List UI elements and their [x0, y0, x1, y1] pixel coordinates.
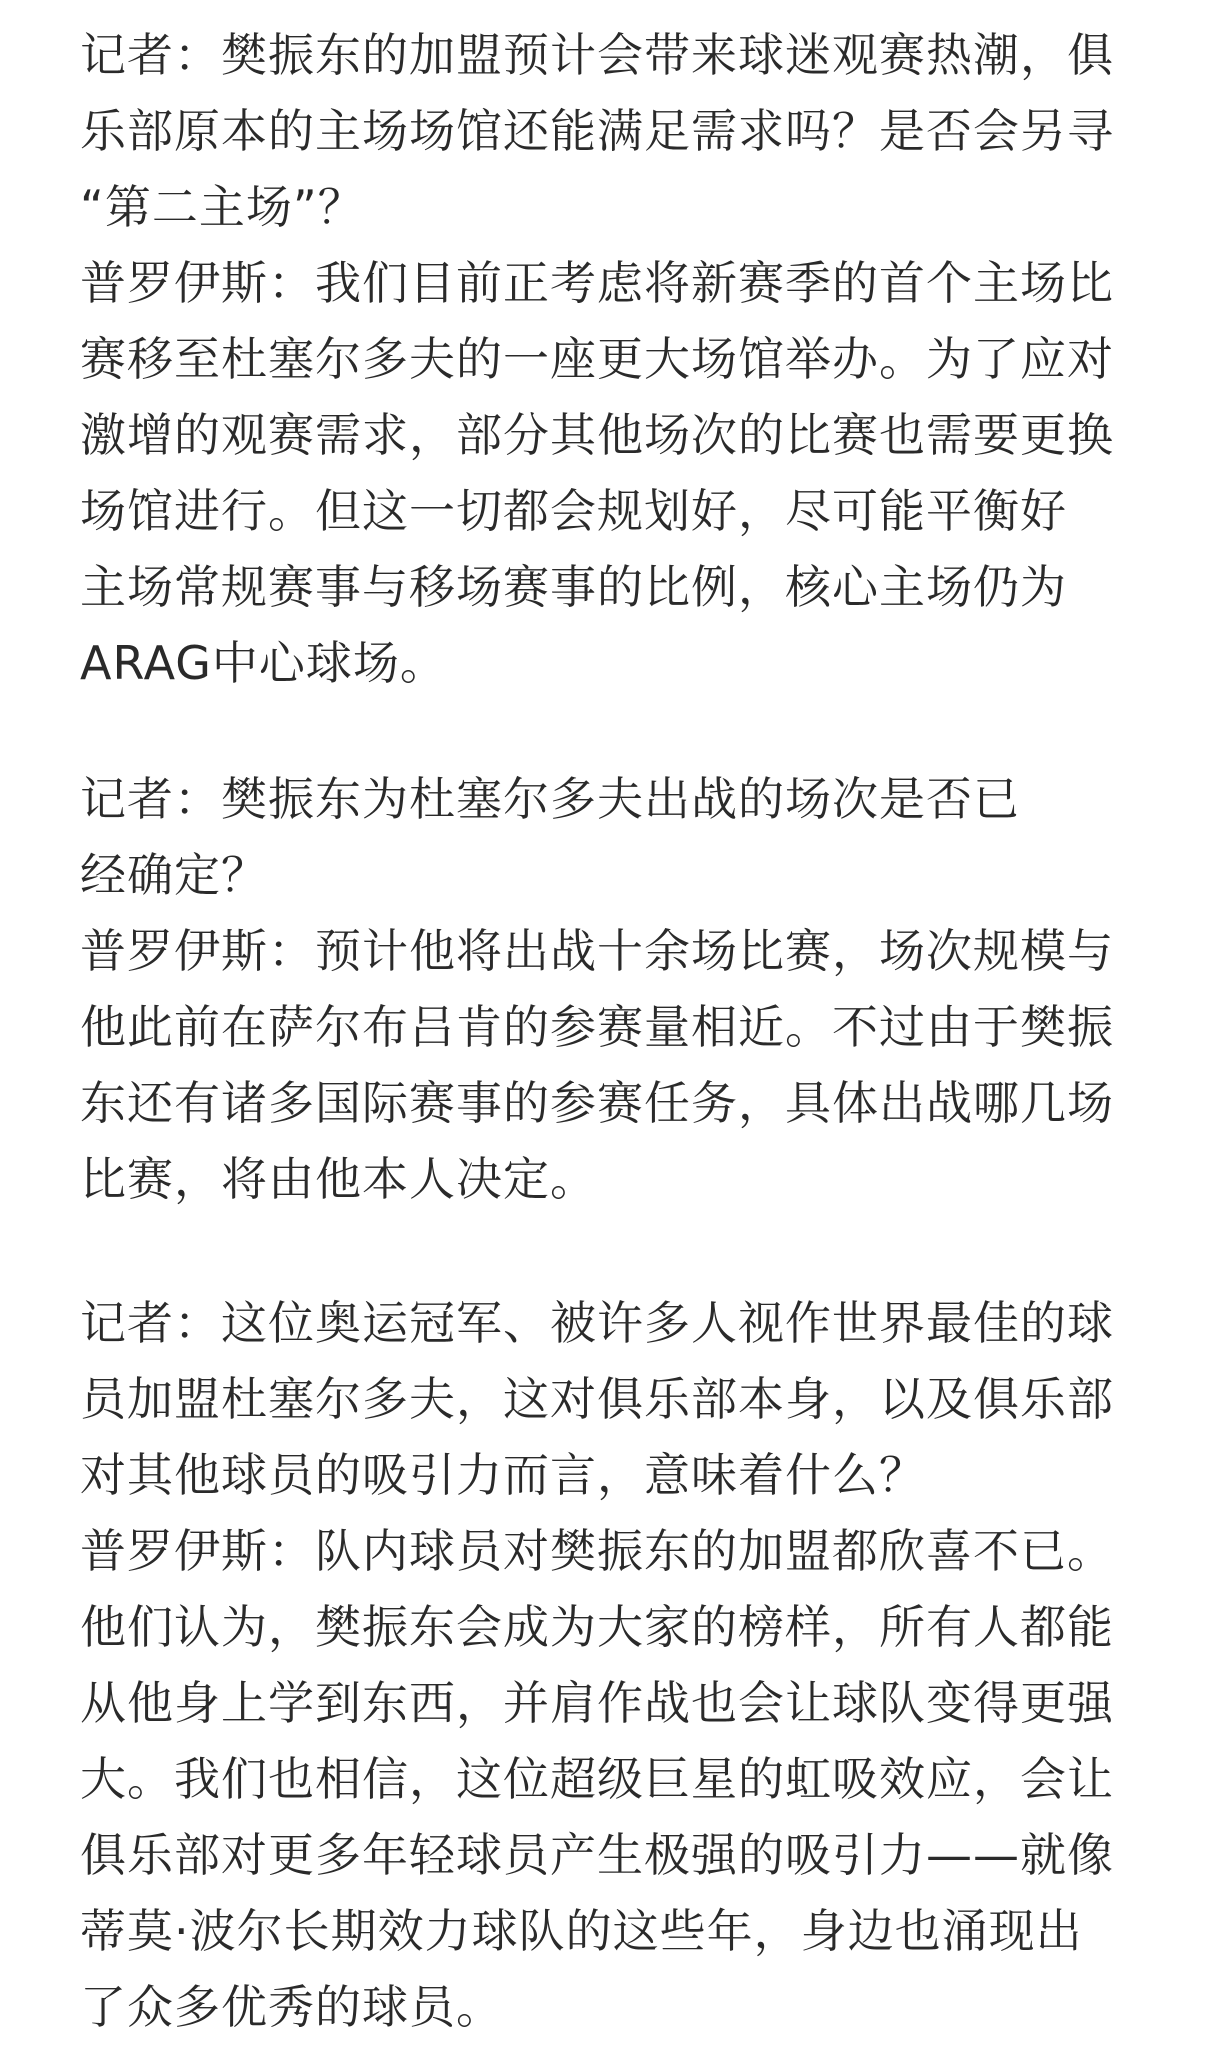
- text-line: 经确定？: [80, 848, 268, 902]
- text-line: 记者：樊振东的加盟预计会带来球迷观赛热潮，俱: [80, 28, 1114, 82]
- text-line: ARAG中心球场。: [80, 636, 447, 690]
- text-line: 赛移至杜塞尔多夫的一座更大场馆举办。为了应对: [80, 332, 1114, 386]
- text-line: 普罗伊斯：队内球员对樊振东的加盟都欣喜不已。: [80, 1524, 1114, 1578]
- text-line: 了众多优秀的球员。: [80, 1980, 503, 2034]
- text-line: 乐部原本的主场场馆还能满足需求吗？是否会另寻: [80, 104, 1114, 158]
- text-line: 蒂莫·波尔长期效力球队的这些年，身边也涌现出: [80, 1904, 1083, 1958]
- text-line: 场馆进行。但这一切都会规划好，尽可能平衡好: [80, 484, 1067, 538]
- text-line: 激增的观赛需求，部分其他场次的比赛也需要更换: [80, 408, 1114, 462]
- text-line: 对其他球员的吸引力而言，意味着什么？: [80, 1448, 926, 1502]
- text-line: 俱乐部对更多年轻球员产生极强的吸引力——就像: [80, 1828, 1114, 1882]
- text-line: 记者：樊振东为杜塞尔多夫出战的场次是否已: [80, 772, 1020, 826]
- text-line: “第二主场”？: [80, 180, 365, 234]
- text-line: 员加盟杜塞尔多夫，这对俱乐部本身，以及俱乐部: [80, 1372, 1114, 1426]
- text-line: 记者：这位奥运冠军、被许多人视作世界最佳的球: [80, 1296, 1114, 1350]
- text-line: 他此前在萨尔布吕肯的参赛量相近。不过由于樊振: [80, 1000, 1114, 1054]
- text-line: 主场常规赛事与移场赛事的比例，核心主场仍为: [80, 560, 1067, 614]
- text-line: 普罗伊斯：我们目前正考虑将新赛季的首个主场比: [80, 256, 1114, 310]
- text-line: 比赛，将由他本人决定。: [80, 1152, 597, 1206]
- text-line: 东还有诸多国际赛事的参赛任务，具体出战哪几场: [80, 1076, 1114, 1130]
- text-line: 普罗伊斯：预计他将出战十余场比赛，场次规模与: [80, 924, 1114, 978]
- text-line: 大。我们也相信，这位超级巨星的虹吸效应，会让: [80, 1752, 1114, 1806]
- text-line: 从他身上学到东西，并肩作战也会让球队变得更强: [80, 1676, 1114, 1730]
- text-line: 他们认为，樊振东会成为大家的榜样，所有人都能: [80, 1600, 1114, 1654]
